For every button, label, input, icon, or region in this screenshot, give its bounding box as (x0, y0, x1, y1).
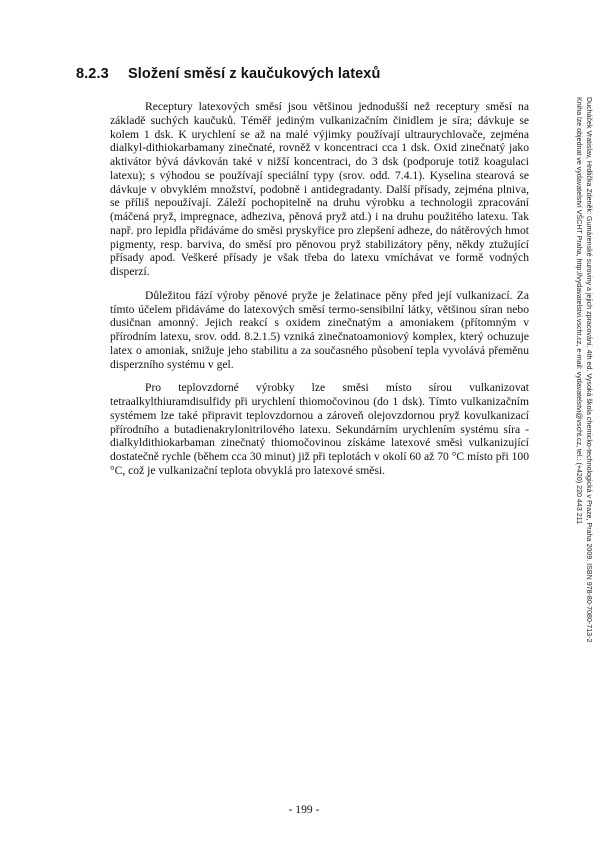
citation-side-note (573, 97, 593, 643)
section-number: 8.2.3 (76, 66, 109, 82)
page-number: - 199 - (288, 803, 320, 816)
section-title: Složení směsí z kaučukových latexů (128, 66, 381, 82)
body-text (110, 100, 529, 488)
citation-line-2: Kniha lze objednat ve vydavatelství VŠCHT Praha, http://vydavatelstvi.vscht.cz, e-mail: vydavatelstvi@vscht.cz, tel.: (+420) 220 443 211 (575, 97, 584, 525)
paragraph-1: Receptury latexových směsí jsou většinou jednodušší než receptury směsí na základě suchých kaučuků. Téměř jediným vulkanizačním činidlem je síra; dávkuje se kolem 1 dsk. K urychlení se až na malé výjimky používají ultraurychlovače, zejména dialkyl-dithiokarbamany zinečnaté, rovněž v koncentraci cca 1 dsk. Oxid zinečnatý jako aktivátor bývá dávkován také v nižší koncentraci, do 3 dsk (podporuje totiž koagulaci latexu); s výhodou se používají speciální typy (srov. odd. 7.4.1). Kyselina stearová se dávkuje v obvyklém množství, podobně i antidegradanty. Další přísady, zejména plniva, se příliš nepoužívají. Záleží pochopitelně na druhu výrobku a technologii zpracování (máčená pryž, impregnace, adheziva, pěnová pryž atd.) i na druhu použitého latexu. Tak např. pro lepidla přidáváme do směsi pryskyřice pro zlepšení adheze, do nátěrových hmot pigmenty, resp. barviva, do směsí pro pěnovou pryž stabilizátory pěny, někdy ztužující přísady apod. Veškeré přísady je však třeba do latexu vmíchávat ve formě vodných disperzí. (110, 100, 529, 278)
section-heading (76, 66, 380, 82)
paragraph-3: Pro teplovzdorné výrobky lze směsi místo sírou vulkanizovat tetraalkylthiuramdisulfidy při urychlení thiomočovinou (do 1 dsk). Tímto vulkanizačním systémem lze také připravit teplovzdornou a zároveň olejovzdornou pryž kovulkanizací přírodního a butadienakrylonitrilového latexu. Sekundárním urychlením systému síra - dialkyldithiokarbaman zinečnatý thiomočovinou získáme latexové směsi vulkanizující dostatečně rychle (během cca 30 minut) již při teplotách v okolí 60 až 70 °C místo při 100 °C, což je vulkanizační teplota obvyklá pro latexové směsi. (110, 381, 529, 477)
paragraph-2: Důležitou fází výroby pěnové pryže je želatinace pěny před její vulkanizací. Za tímto účelem přidáváme do latexových směsí termo-sensibilní látky, většinou síran nebo dusičnan amonný. Jejich reakcí s oxidem zinečnatým a amoniakem (přítomným v přírodním latexu, srov. odd. 8.2.1.5) vzniká zinečnatoamoniový komplex, který ochuzuje latex o amoniak, snižuje jeho stabilitu a za současného působení tepla vyvolává přeměnu disperzního systému v gel. (110, 288, 529, 371)
citation-line-1: Ducháček Vratislav, Hrdlička Zdeněk: Gumárenské suroviny a jejich zpracování. 4th ed. Vysoká škola chemicko-technologická v Praze, Praha 2009. ISBN 978-80-7080-713-2 (585, 97, 593, 643)
